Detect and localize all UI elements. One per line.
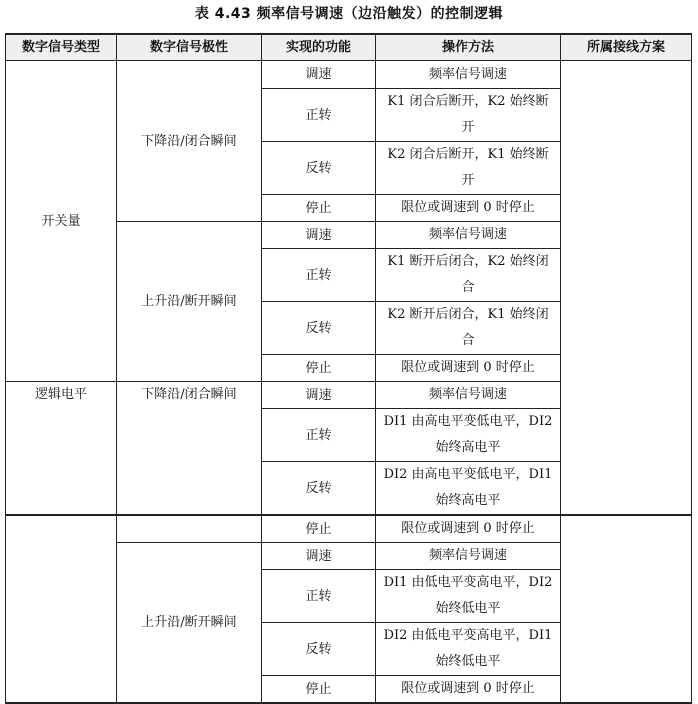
operation-cell: DI2 由高电平变低电平，DI1 始终高电平 bbox=[376, 462, 561, 516]
function-cell: 正转 bbox=[262, 570, 376, 623]
signal-type-cell bbox=[6, 515, 117, 703]
operation-cell: 限位或调速到 0 时停止 bbox=[376, 355, 561, 382]
signal-type-cell: 逻辑电平 bbox=[6, 382, 117, 516]
function-cell: 正转 bbox=[262, 249, 376, 302]
table-row bbox=[6, 515, 692, 543]
function-cell: 反转 bbox=[262, 462, 376, 516]
control-logic-table-continued bbox=[5, 514, 692, 704]
operation-cell: 频率信号调速 bbox=[376, 222, 561, 249]
operation-cell: K1 闭合后断开，K2 始终断开 bbox=[376, 89, 561, 142]
function-cell: 停止 bbox=[262, 195, 376, 222]
header-operation: 操作方法 bbox=[376, 34, 561, 61]
operation-cell: DI1 由高电平变低电平，DI2 始终高电平 bbox=[376, 409, 561, 462]
polarity-cell bbox=[117, 515, 262, 543]
operation-cell: 限位或调速到 0 时停止 bbox=[376, 676, 561, 704]
table-caption: 表 4.43 频率信号调速（边沿触发）的控制逻辑 bbox=[194, 6, 504, 22]
function-cell: 停止 bbox=[262, 515, 376, 543]
operation-cell: 频率信号调速 bbox=[376, 543, 561, 570]
operation-cell: K2 闭合后断开，K1 始终断开 bbox=[376, 142, 561, 195]
operation-cell: 频率信号调速 bbox=[376, 382, 561, 409]
header-signal-polarity: 数字信号极性 bbox=[117, 34, 262, 61]
control-logic-table bbox=[5, 33, 692, 516]
operation-cell: K2 断开后闭合，K1 始终闭合 bbox=[376, 302, 561, 355]
operation-cell: 频率信号调速 bbox=[376, 61, 561, 89]
function-cell: 正转 bbox=[262, 89, 376, 142]
table-row bbox=[6, 61, 692, 89]
polarity-cell: 上升沿/断开瞬间 bbox=[117, 543, 262, 704]
function-cell: 调速 bbox=[262, 382, 376, 409]
function-cell: 反转 bbox=[262, 302, 376, 355]
operation-cell: DI2 由低电平变高电平，DI1 始终低电平 bbox=[376, 623, 561, 676]
function-cell: 停止 bbox=[262, 355, 376, 382]
polarity-cell: 下降沿/闭合瞬间 bbox=[117, 61, 262, 222]
header-wiring-scheme: 所属接线方案 bbox=[561, 34, 692, 61]
function-cell: 调速 bbox=[262, 543, 376, 570]
function-cell: 反转 bbox=[262, 142, 376, 195]
operation-cell: 限位或调速到 0 时停止 bbox=[376, 515, 561, 543]
header-row bbox=[6, 34, 692, 61]
polarity-cell: 下降沿/闭合瞬间 bbox=[117, 382, 262, 516]
wiring-scheme-cell bbox=[561, 515, 692, 703]
signal-type-cell: 开关量 bbox=[6, 61, 117, 382]
function-cell: 调速 bbox=[262, 61, 376, 89]
function-cell: 正转 bbox=[262, 409, 376, 462]
operation-cell: 限位或调速到 0 时停止 bbox=[376, 195, 561, 222]
operation-cell: DI1 由低电平变高电平，DI2 始终低电平 bbox=[376, 570, 561, 623]
header-signal-type: 数字信号类型 bbox=[6, 34, 117, 61]
header-function: 实现的功能 bbox=[262, 34, 376, 61]
function-cell: 调速 bbox=[262, 222, 376, 249]
wiring-scheme-cell bbox=[561, 61, 692, 516]
function-cell: 停止 bbox=[262, 676, 376, 704]
function-cell: 反转 bbox=[262, 623, 376, 676]
polarity-cell: 上升沿/断开瞬间 bbox=[117, 222, 262, 382]
operation-cell: K1 断开后闭合，K2 始终闭合 bbox=[376, 249, 561, 302]
